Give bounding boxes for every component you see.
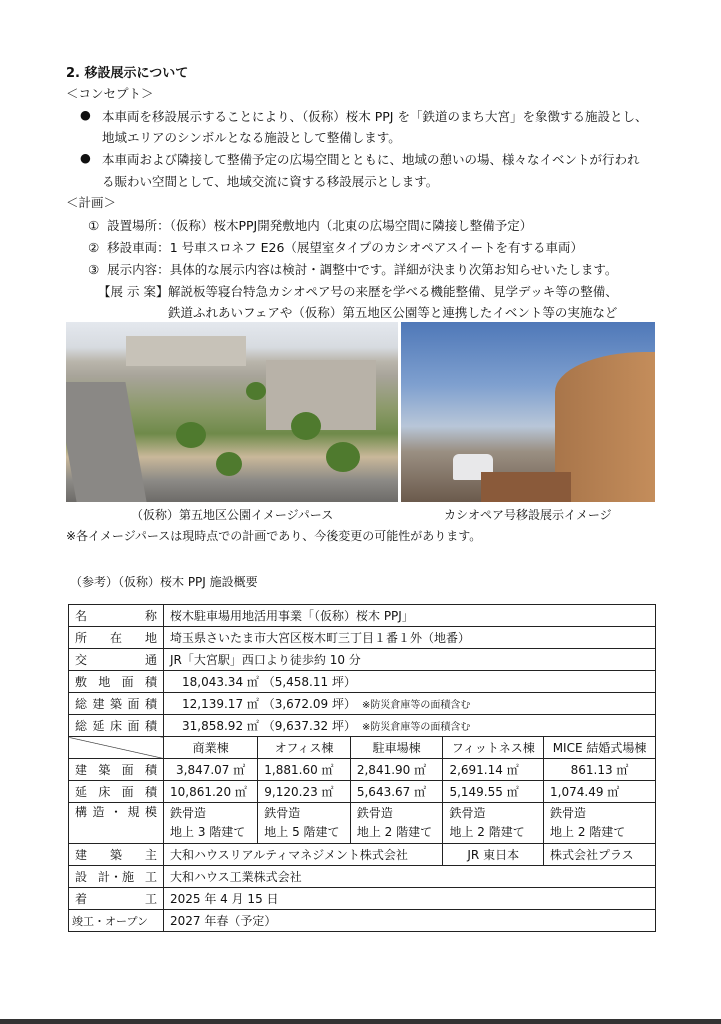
facility-overview-table [68, 604, 656, 932]
table-cell [350, 803, 443, 844]
text [126, 336, 246, 366]
table-cell: 桜木駐車場用地活用事業「（仮称）桜木 PPJ」 [164, 605, 656, 627]
text: ① [88, 218, 100, 233]
table-cell [69, 671, 164, 693]
table-row [69, 910, 656, 932]
text: 地 [98, 675, 111, 689]
text [75, 673, 157, 690]
text: 面 [121, 763, 134, 777]
text: 地 [144, 631, 157, 645]
table-cell [164, 803, 258, 844]
text: 31,858.92 ㎡ （9,637.32 坪） [182, 719, 356, 733]
text: 築 [109, 697, 122, 711]
text [75, 803, 157, 822]
text: 通 [144, 653, 157, 667]
table-cell: 大和ハウス工業株式会社 [164, 866, 656, 888]
concept-bullet-1-line2: 地域エリアのシンボルとなる施設として整備します。 [102, 130, 401, 145]
text: 模 [144, 805, 157, 819]
text: ③ [88, 262, 100, 277]
text: 面 [127, 697, 140, 711]
concept-heading: ＜コンセプト＞ [66, 86, 154, 101]
table-cell: 5,643.67 ㎡ [350, 781, 443, 803]
text: 面 [121, 785, 134, 799]
table-cell: 3,847.07 ㎡ [164, 759, 258, 781]
plan-heading: ＜計画＞ [66, 195, 117, 210]
park-rendering-image [66, 322, 398, 502]
text: 工 [144, 892, 157, 906]
table-cell: 埼玉県さいたま市大宮区桜木町三丁目１番１外（地番） [164, 627, 656, 649]
proposal-line-1: 解説板等寝台特急カシオペア号の来歴を学べる機能整備、見学デッキ等の整備、 [168, 284, 618, 299]
table-row [69, 866, 656, 888]
table-row [69, 803, 656, 844]
text: 面 [121, 675, 134, 689]
table-cell: 5,149.55 ㎡ [443, 781, 544, 803]
text: 床 [98, 785, 111, 799]
text [75, 846, 157, 863]
text: 工 [144, 870, 157, 884]
text [75, 629, 157, 646]
table-cell: 竣工・オープン [69, 910, 164, 932]
proposal-label: 【展 示 案】 [98, 284, 169, 299]
text: 築 [109, 848, 122, 862]
table-row [69, 693, 656, 715]
table-cell [164, 693, 656, 715]
table-row [69, 627, 656, 649]
text: 地上 2 階建て [356, 825, 433, 839]
table-cell [69, 737, 164, 759]
text: 地上 2 階建て [550, 825, 626, 839]
table-cell: 2,841.90 ㎡ [350, 759, 443, 781]
table-cell [69, 759, 164, 781]
text: 鉄骨造 [264, 806, 301, 820]
image-note: ※各イメージパースは現時点での計画であり、今後変更の可能性があります。 [66, 529, 482, 543]
text [216, 452, 242, 476]
text: 計・施 [97, 870, 134, 884]
park-image-caption: （仮称）第五地区公園イメージパース [131, 508, 334, 522]
text: （仮称）桜木PPJ開発敷地内（北東の広場空間に隣接し整備予定） [169, 218, 533, 233]
text: 鉄骨造 [449, 806, 486, 820]
text: 在 [109, 631, 122, 645]
text [75, 868, 157, 885]
table-cell [544, 803, 656, 844]
plan-item-1 [88, 216, 532, 234]
table-cell [69, 693, 164, 715]
section-title: 2. 移設展示について [66, 66, 189, 81]
concept-bullet-2-line1: 本車両および隣接して整備予定の広場空間とともに、地域の憩いの場、様々なイベントが行われ [102, 152, 640, 167]
reference-title: （参考）（仮称）桜木 PPJ 施設概要 [70, 575, 258, 589]
text: 名 [75, 609, 88, 623]
table-cell: 大和ハウスリアルティマネジメント株式会社 [164, 844, 443, 866]
text: 展示内容： [107, 262, 170, 277]
table-cell: 9,120.23 ㎡ [258, 781, 351, 803]
table-cell: 駐車場棟 [350, 737, 443, 759]
table-cell: MICE 結婚式場棟 [544, 737, 656, 759]
proposal-line-2: 鉄道ふれあいフェアや（仮称）第五地区公園等と連携したイベント等の実施など [168, 305, 618, 320]
text: 1 号車スロネフ E26（展望室タイプのカシオペアスイートを有する車両） [169, 240, 584, 255]
table-cell [69, 715, 164, 737]
table-cell: 商業棟 [164, 737, 258, 759]
table-row [69, 759, 656, 781]
text [75, 783, 157, 800]
table-row [69, 671, 656, 693]
bullet-icon: ● [80, 107, 91, 122]
text: 具体的な展示内容は検討・調整中です。詳細が決まり次第お知らせいたします。 [169, 262, 618, 277]
text: 設 [75, 870, 88, 884]
table-row [69, 888, 656, 910]
text: 積 [144, 719, 157, 733]
table-cell [69, 803, 164, 844]
table-cell: 2,691.14 ㎡ [443, 759, 544, 781]
text [75, 607, 157, 624]
text: 積 [144, 697, 157, 711]
text: 建 [75, 848, 88, 862]
table-cell [258, 803, 351, 844]
text [246, 382, 266, 400]
plan-item-3 [88, 260, 617, 278]
table-cell: 2027 年春（予定） [164, 910, 656, 932]
table-cell [69, 844, 164, 866]
text: 地上 2 階建て [449, 825, 525, 839]
table-cell: 18,043.34 ㎡ （5,458.11 坪） [164, 671, 656, 693]
text [75, 651, 157, 668]
table-row [69, 844, 656, 866]
table-cell: JR「大宮駅」西口より徒歩約 10 分 [164, 649, 656, 671]
table-cell [69, 649, 164, 671]
table-cell [69, 781, 164, 803]
text: 築 [98, 763, 111, 777]
text: 設置場所： [107, 218, 170, 233]
text: 建 [75, 763, 88, 777]
exhibit-image-caption: カシオペア号移設展示イメージ [444, 508, 612, 522]
text: 鉄骨造 [550, 806, 587, 820]
table-cell [164, 715, 656, 737]
text: 称 [144, 609, 157, 623]
table-row [69, 649, 656, 671]
text: 面 [127, 719, 140, 733]
text: 延 [75, 785, 88, 799]
plan-item-2 [88, 238, 583, 256]
page-bottom-edge [0, 1019, 721, 1024]
text: 鉄骨造 [170, 806, 207, 820]
text: 建 [92, 697, 105, 711]
text: 着 [75, 892, 88, 906]
table-cell [69, 605, 164, 627]
table-cell: オフィス棟 [258, 737, 351, 759]
text: 交 [75, 653, 88, 667]
text [75, 890, 157, 907]
text: 12,139.17 ㎡ （3,672.09 坪） [182, 697, 356, 711]
table-row [69, 715, 656, 737]
table-cell [69, 866, 164, 888]
table-cell: 1,881.60 ㎡ [258, 759, 351, 781]
text: ※防災倉庫等の面積含む [361, 700, 471, 711]
table-cell: 2025 年 4 月 15 日 [164, 888, 656, 910]
text [326, 442, 360, 472]
bullet-icon: ● [80, 150, 91, 165]
table-cell [69, 627, 164, 649]
text [75, 761, 157, 778]
text: 積 [144, 785, 157, 799]
table-cell: 10,861.20 ㎡ [164, 781, 258, 803]
text: 延 [92, 719, 105, 733]
text [481, 472, 571, 502]
table-header-row [69, 737, 656, 759]
text [176, 422, 206, 448]
text [291, 412, 321, 440]
text [66, 382, 147, 502]
text: 積 [144, 763, 157, 777]
cassiopeia-exhibit-image [401, 322, 655, 502]
table-row [69, 781, 656, 803]
text [75, 695, 157, 712]
table-cell: 1,074.49 ㎡ [544, 781, 656, 803]
table-cell [69, 888, 164, 910]
text: 地上 5 階建て [264, 825, 340, 839]
text: 造 [92, 805, 105, 819]
text: ② [88, 240, 100, 255]
table-cell: JR 東日本 [443, 844, 544, 866]
table-cell [443, 803, 544, 844]
text: 規 [127, 805, 140, 819]
concept-bullet-1-line1: 本車両を移設展示することにより、（仮称）桜木 PPJ を「鉄道のまち大宮」を象徴する施設とし、 [102, 109, 648, 124]
table-cell: フィットネス棟 [443, 737, 544, 759]
text: 敷 [75, 675, 88, 689]
text: ・ [109, 805, 122, 819]
table-cell: 株式会社プラス [544, 844, 656, 866]
text: 所 [75, 631, 88, 645]
text [266, 360, 376, 430]
text [75, 717, 157, 734]
table-row [69, 605, 656, 627]
text: 移設車両： [107, 240, 170, 255]
text: ※防災倉庫等の面積含む [361, 722, 471, 733]
text: 総 [75, 697, 88, 711]
text: 総 [75, 719, 88, 733]
concept-bullet-2-line2: る賑わい空間として、地域交流に資する移設展示とします。 [102, 174, 439, 189]
text: 床 [109, 719, 122, 733]
text: 鉄骨造 [356, 806, 393, 820]
text: 地上 3 階建て [170, 825, 246, 839]
table-cell: 861.13 ㎡ [544, 759, 656, 781]
text: 積 [144, 675, 157, 689]
text: 構 [75, 805, 88, 819]
text: 主 [144, 848, 157, 862]
